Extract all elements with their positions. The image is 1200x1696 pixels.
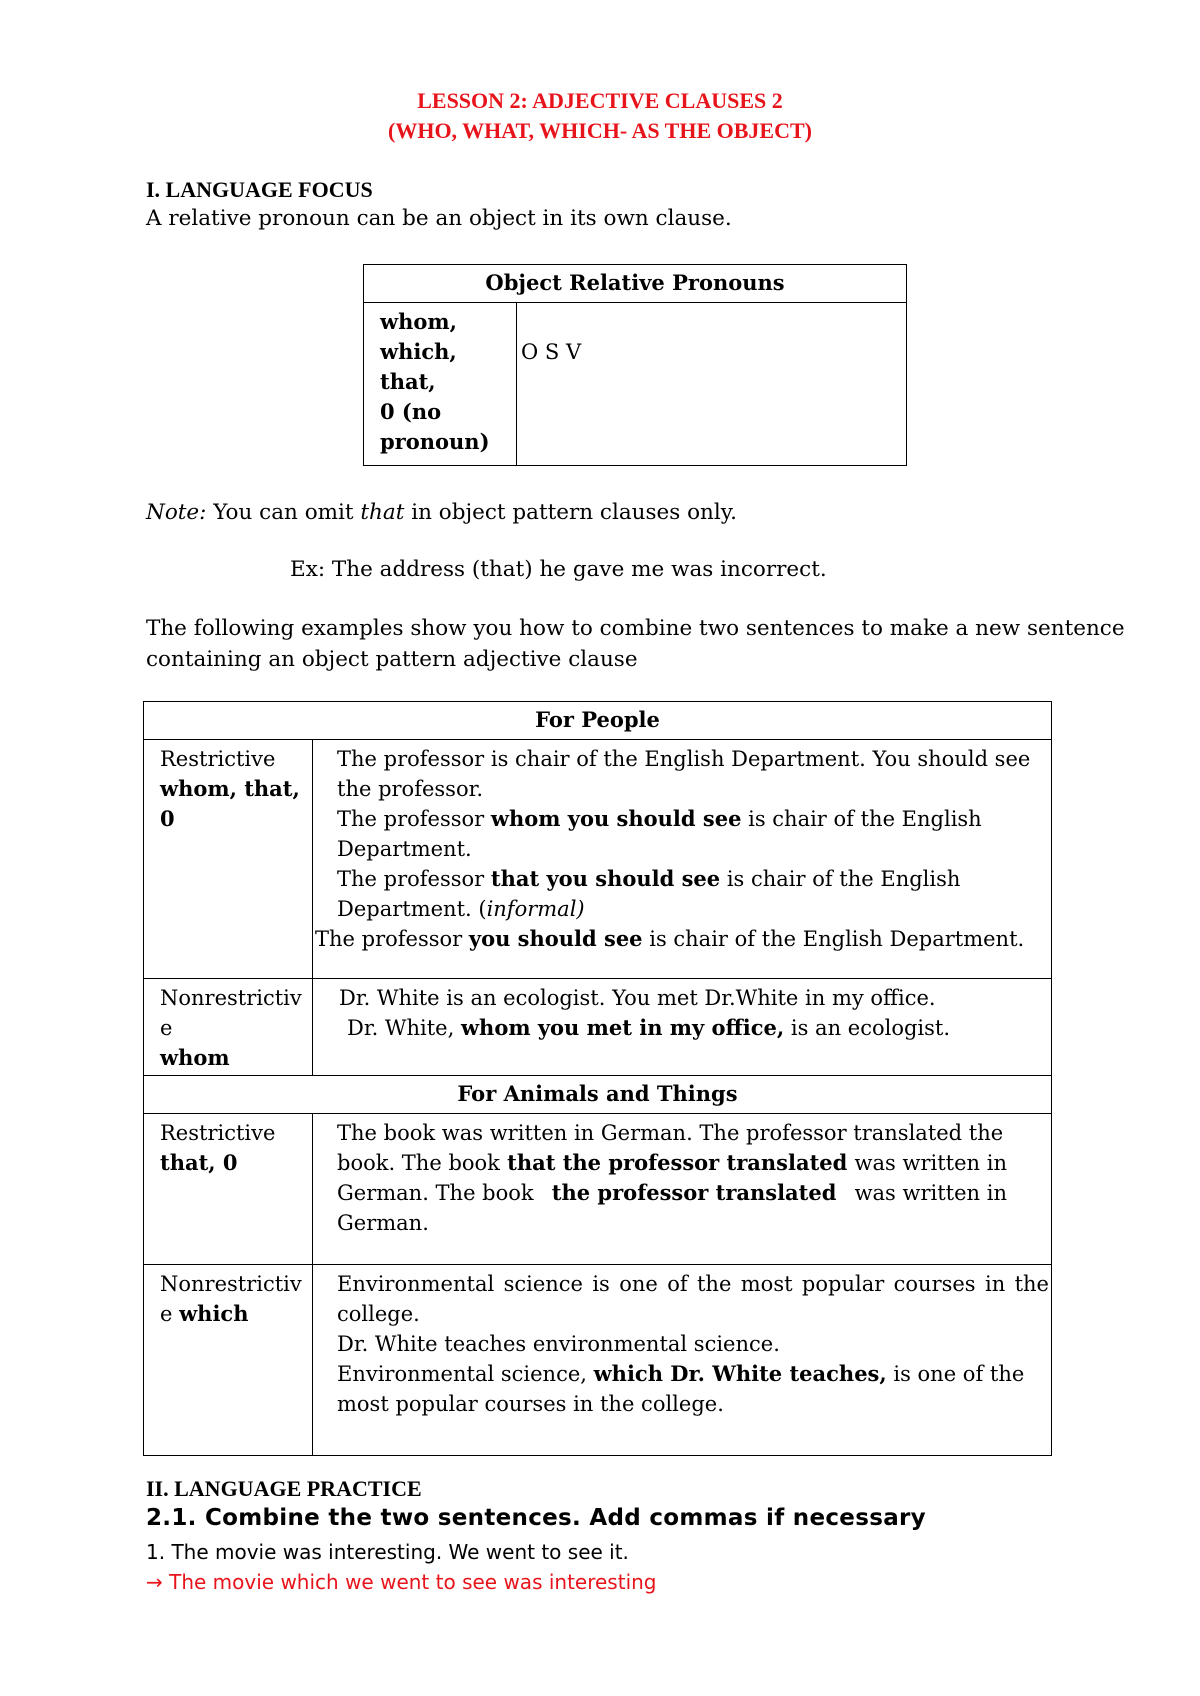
things-nonrestrictive-label-cell — [144, 1265, 313, 1456]
people-restrictive-examples — [313, 740, 1052, 979]
restrictive-label: Restrictive — [160, 747, 276, 771]
pronoun-table-header: Object Relative Pronouns — [364, 265, 907, 303]
pronoun-zero: 0 (no — [380, 399, 442, 424]
section-2-heading: II. LANGUAGE PRACTICE — [146, 1476, 422, 1501]
example-line: Department. — [337, 837, 472, 861]
text: The professor — [337, 807, 491, 831]
nonrestrictive-label: Nonrestrictiv — [160, 986, 302, 1010]
text: Dr. White, — [347, 1016, 461, 1040]
text: was written in — [854, 1181, 1007, 1205]
people-nonrestrictive-examples — [313, 979, 1052, 1076]
pronoun-zero-cont: pronoun) — [380, 429, 490, 454]
answer-text: The movie which we went to see was interesting — [169, 1570, 657, 1594]
pattern-osv: O S V — [521, 340, 582, 364]
nonrestrictive-label-cont: e — [160, 1016, 173, 1040]
pronoun-whom: whom, — [380, 309, 457, 334]
clause-bold: whom you met in my office, — [460, 1015, 785, 1040]
restrictive-pronouns-zero: 0 — [160, 806, 175, 831]
note-text: You can omit — [213, 500, 361, 525]
text: Environmental science, — [337, 1362, 594, 1386]
example-line: German. — [337, 1211, 429, 1235]
nonrestrictive-pronoun: which — [179, 1301, 249, 1326]
examples-intro-2: containing an object pattern adjective clause — [146, 647, 638, 672]
nonrestrictive-label-cont — [160, 1299, 312, 1329]
text: is chair of the English — [741, 807, 982, 831]
restrictive-pronouns: whom, that, — [160, 776, 300, 801]
text: is chair of the English — [720, 867, 961, 891]
people-restrictive-label-cell — [144, 740, 313, 979]
things-restrictive-label-cell — [144, 1114, 313, 1265]
for-things-header: For Animals and Things — [144, 1076, 1052, 1114]
clause-bold: the professor translated — [551, 1180, 837, 1205]
note-text-end: in object pattern clauses only. — [404, 500, 737, 525]
example-line — [313, 1013, 1045, 1043]
example-line: The professor is chair of the English Department. You should see — [337, 747, 1031, 771]
text: The professor — [337, 867, 491, 891]
example-line — [337, 1178, 1007, 1208]
nonrestrictive-pronoun: whom — [160, 1045, 230, 1070]
clause-bold: you should see — [468, 926, 643, 951]
clause-bold: that the professor translated — [507, 1150, 848, 1175]
text: is chair of the English Department. — [642, 927, 1025, 951]
example-line — [313, 894, 1045, 924]
arrow-icon: → — [146, 1570, 163, 1594]
text: book. The book — [337, 1151, 500, 1175]
note-label: Note: — [146, 500, 207, 525]
lesson-subtitle: (WHO, WHAT, WHICH- AS THE OBJECT) — [388, 118, 812, 143]
text: was written in — [854, 1151, 1007, 1175]
example-line — [313, 924, 1045, 954]
clause-bold: whom you should see — [490, 806, 742, 831]
pronoun-list-cell — [364, 303, 517, 466]
nonrestrictive-label: Nonrestrictiv — [160, 1272, 302, 1296]
clause-bold: that you should see — [490, 866, 721, 891]
restrictive-pronouns: that, 0 — [160, 1150, 238, 1175]
text: is one of the — [886, 1362, 1025, 1386]
example-line — [337, 1359, 1049, 1389]
example-line: Dr. White is an ecologist. You met Dr.White in my office. — [339, 986, 936, 1010]
note-line — [146, 497, 737, 528]
pronoun-table — [363, 264, 907, 466]
text: The professor — [315, 927, 469, 951]
text: is an ecologist. — [784, 1016, 951, 1040]
example-line: The book was written in German. The professor translated the — [337, 1121, 1004, 1145]
text: German. The book — [337, 1181, 534, 1205]
exercise-2-1-heading: 2.1. Combine the two sentences. Add commas if necessary — [146, 1505, 926, 1531]
section-1-heading: I. LANGUAGE FOCUS — [146, 177, 373, 202]
exercise-answer-1 — [146, 1570, 657, 1594]
pattern-cell — [517, 303, 907, 466]
pronoun-which: which, — [380, 339, 457, 364]
example-line — [337, 1148, 1007, 1178]
for-people-header: For People — [144, 702, 1052, 740]
clause-bold: which Dr. White teaches, — [593, 1361, 887, 1386]
restrictive-label: Restrictive — [160, 1121, 276, 1145]
note-keyword: that — [360, 500, 405, 525]
exercise-item-1: 1. The movie was interesting. We went to see it. — [146, 1540, 629, 1564]
example-line: college. — [337, 1302, 420, 1326]
examples-intro-1: The following examples show you how to combine two sentences to make a new sentence — [146, 616, 1125, 641]
examples-table — [143, 701, 1052, 1456]
pronoun-that: that, — [380, 369, 436, 394]
example-line: the professor. — [337, 777, 483, 801]
section-1-intro: A relative pronoun can be an object in its own clause. — [146, 206, 732, 231]
informal-note: informal) — [486, 897, 585, 921]
people-nonrestrictive-label-cell — [144, 979, 313, 1076]
text: Department. ( — [337, 897, 487, 921]
example-line: Dr. White teaches environmental science. — [337, 1332, 780, 1356]
example-line: most popular courses in the college. — [337, 1392, 724, 1416]
example-line: Environmental science is one of the most popular courses in the — [337, 1272, 1049, 1296]
things-nonrestrictive-examples — [313, 1265, 1052, 1456]
note-example: Ex: The address (that) he gave me was incorrect. — [290, 557, 827, 582]
example-line — [313, 864, 1045, 894]
example-line — [313, 804, 1045, 834]
things-restrictive-examples — [313, 1114, 1052, 1265]
lesson-title: LESSON 2: ADJECTIVE CLAUSES 2 — [417, 88, 783, 113]
text: e — [160, 1302, 180, 1326]
